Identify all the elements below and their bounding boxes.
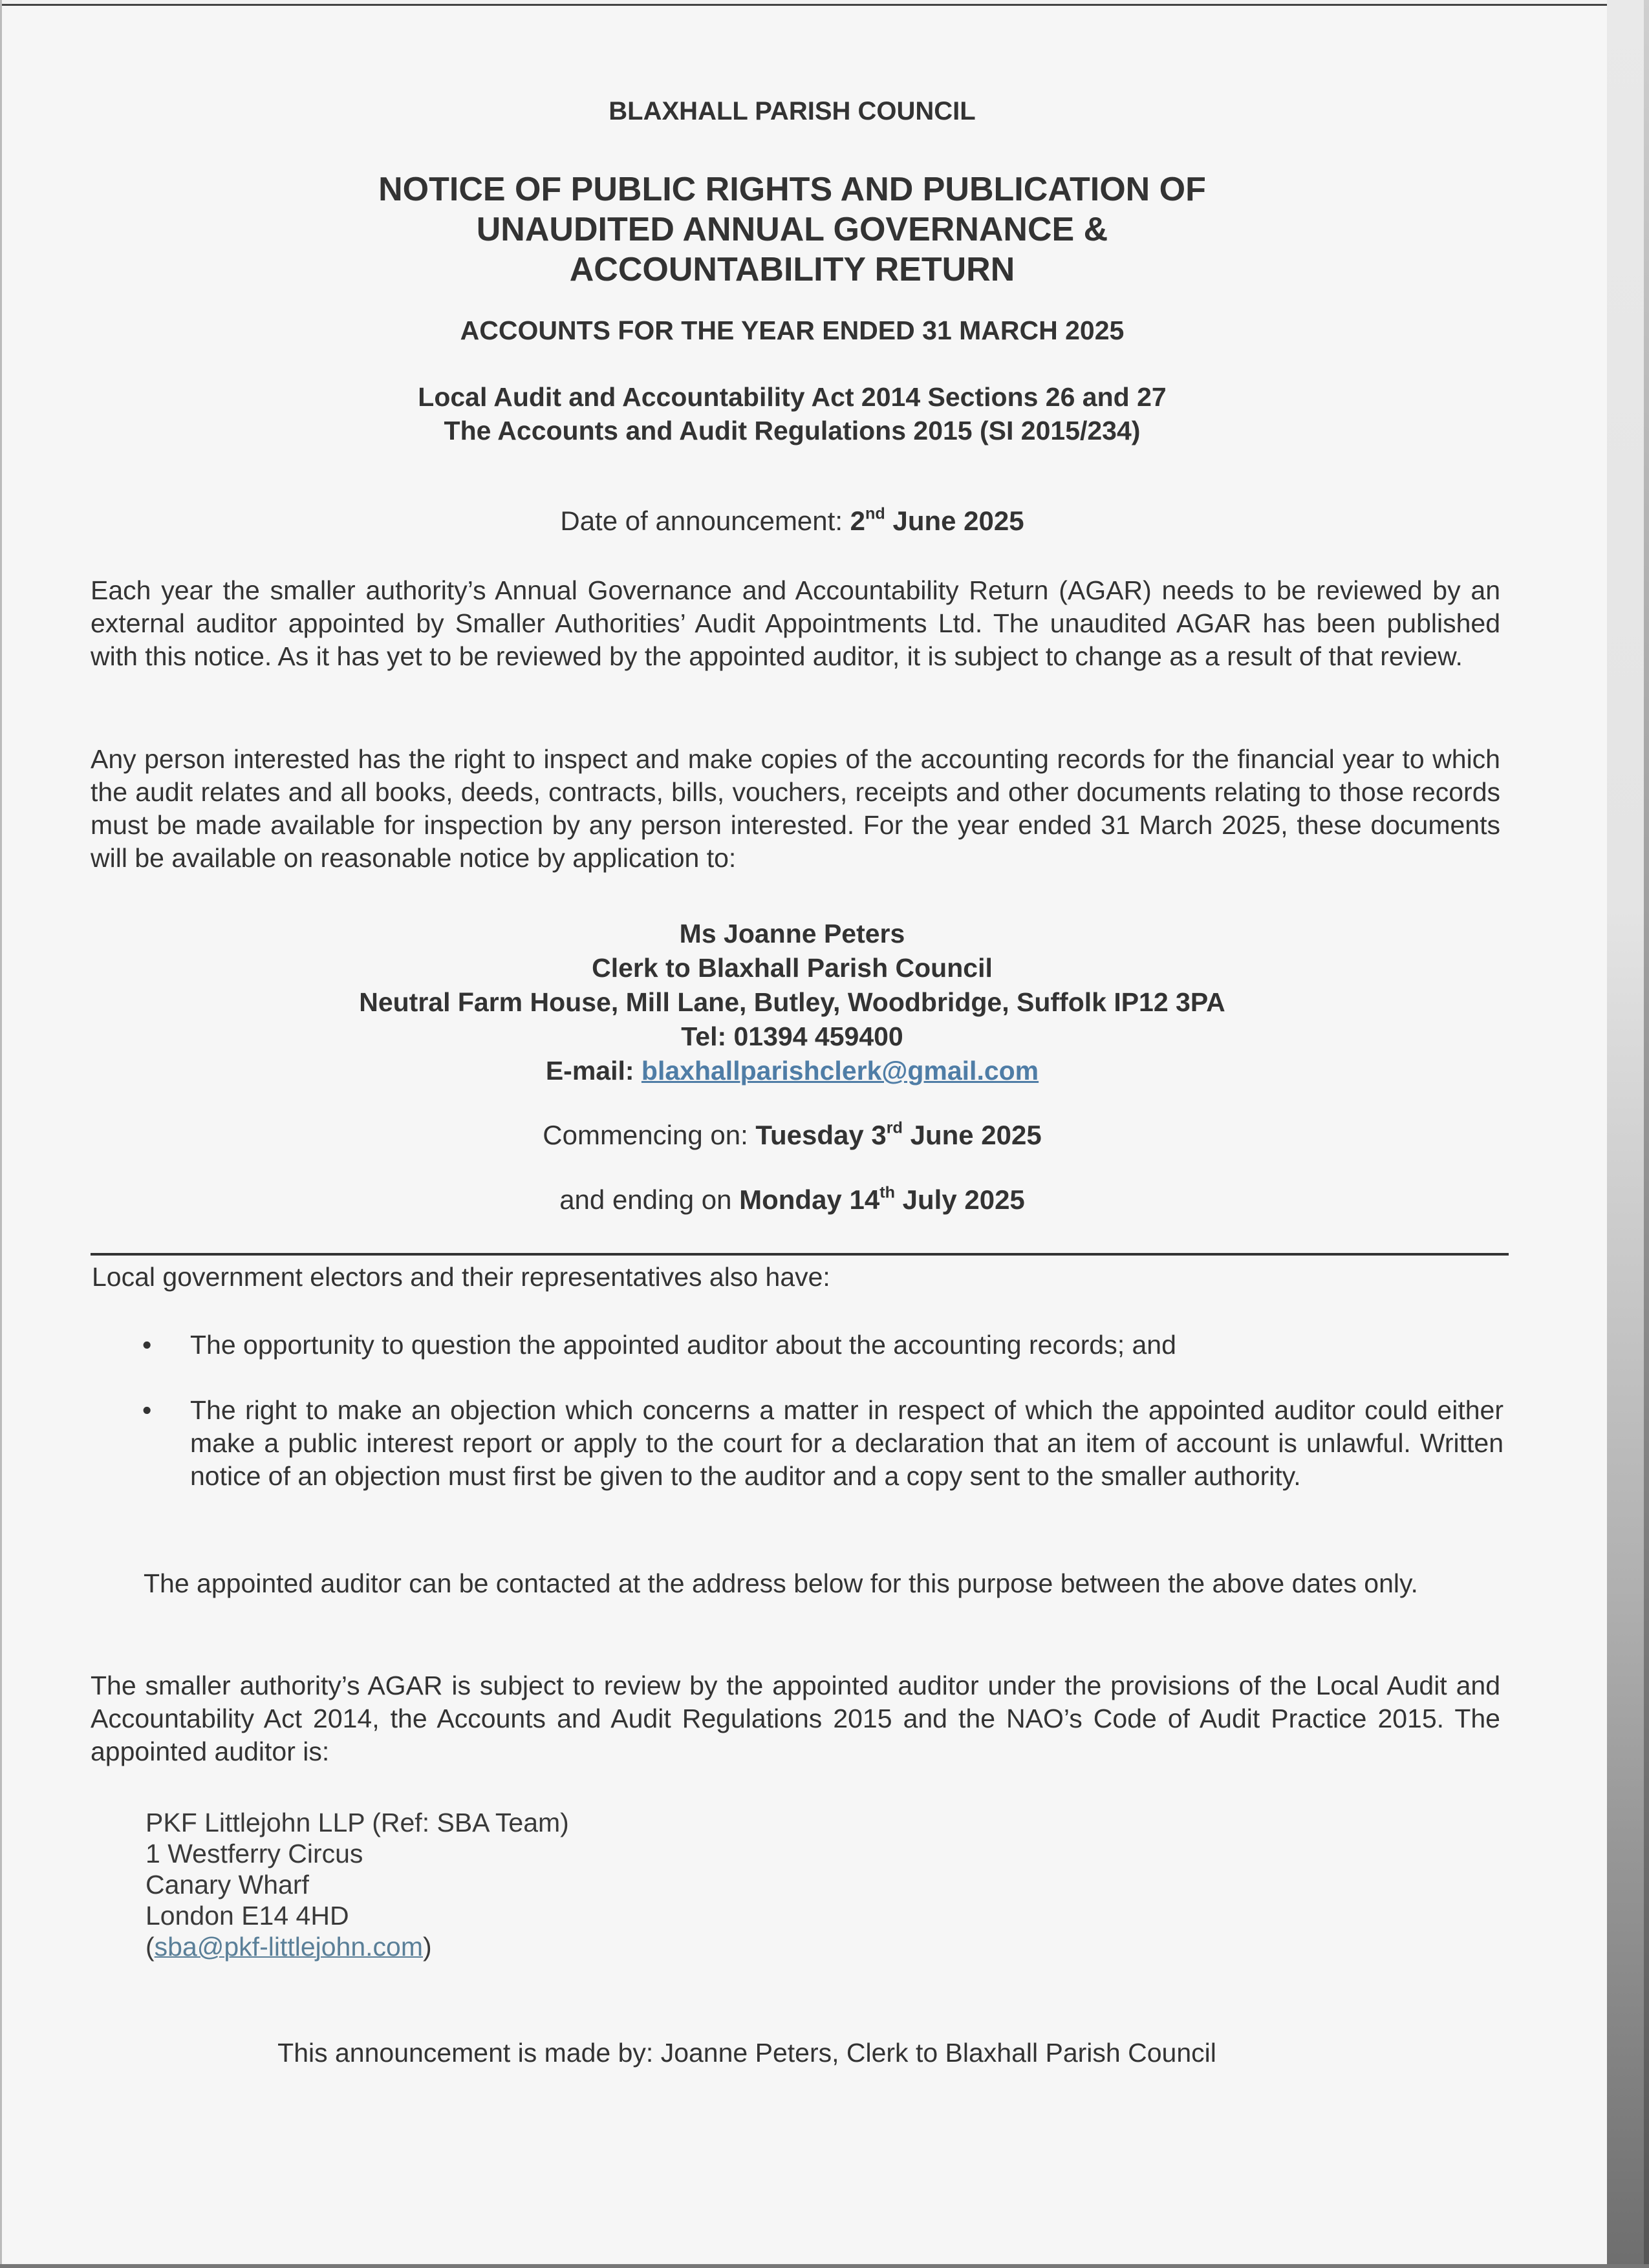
section-divider	[91, 1253, 1509, 1256]
bullet-icon: •	[142, 1330, 152, 1360]
auditor-line: Canary Wharf	[146, 1870, 309, 1899]
ending-month-year: July 2025	[894, 1184, 1025, 1215]
review-statement-paragraph: The smaller authority’s AGAR is subject to review by the appointed auditor under the provisions of the Local Audit and Accountability Act 2014, the Accounts and Audit Regulations 2015 and the NAO’s Code of Audit Practice 2015. The appointed auditor is:	[91, 1671, 1500, 1766]
auditor-contact-note: The appointed auditor can be contacted at the address below for this purpose between the above dates only.	[144, 1568, 1418, 1598]
legislation-line: The Accounts and Audit Regulations 2015 (SI 2015/234)	[444, 416, 1141, 445]
council-name: BLAXHALL PARISH COUNCIL	[609, 97, 976, 125]
paren-open: (	[146, 1932, 155, 1962]
ending-label: and ending on	[559, 1184, 740, 1215]
inspection-end	[0, 1184, 1584, 1215]
inspection-rights-paragraph: Any person interested has the right to inspect and make copies of the accounting records for the financial year to which the audit relates and all books, deeds, contracts, bills, vouchers, receipts and other documents relating to those records must be made available for inspection by any person interested. For the year ended 31 March 2025, these documents will be available on reasonable notice by application to:	[91, 744, 1500, 873]
announcement-day-suffix: nd	[865, 504, 885, 523]
auditor-line: 1 Westferry Circus	[146, 1839, 363, 1868]
announcement-day: 2	[850, 506, 866, 536]
announcement-date	[0, 506, 1584, 537]
clerk-telephone: Tel: 01394 459400	[681, 1022, 903, 1051]
page-bottom-edge	[0, 2264, 1649, 2268]
title-line: UNAUDITED ANNUAL GOVERNANCE &	[476, 211, 1108, 248]
scanner-edge-shadow	[1607, 0, 1649, 2268]
ending-suffix: th	[879, 1183, 895, 1202]
list-item	[142, 1394, 1503, 1493]
clerk-email-row	[0, 1054, 1584, 1088]
clerk-address: Neutral Farm House, Mill Lane, Butley, Woodbridge, Suffolk IP12 3PA	[359, 987, 1225, 1017]
announcement-footer	[0, 2038, 1584, 2068]
auditor-email-row	[146, 1931, 569, 1962]
legislation-references	[0, 380, 1584, 447]
clerk-contact-block	[0, 917, 1584, 1088]
ending-date: Monday 14	[739, 1184, 880, 1215]
announcement-label: Date of announcement:	[560, 506, 850, 536]
auditor-address-block	[146, 1807, 569, 1962]
made-by-text: This announcement is made by: Joanne Peters, Clerk to Blaxhall Parish Council	[277, 2038, 1216, 2068]
agar-review-paragraph: Each year the smaller authority’s Annual Governance and Accountability Return (AGAR) needs to be reviewed by an external auditor appointed by Smaller Authorities’ Audit Appointments Ltd. The unaudited AGAR has been published with this notice. As it has yet to be reviewed by the appointed auditor, it is subject to change as a result of that review.	[91, 575, 1500, 671]
auditor-line: PKF Littlejohn LLP (Ref: SBA Team)	[146, 1808, 569, 1837]
clerk-name: Ms Joanne Peters	[679, 919, 905, 948]
legislation-line: Local Audit and Accountability Act 2014 Sections 26 and 27	[418, 382, 1167, 412]
notice-title	[0, 169, 1584, 290]
clerk-role: Clerk to Blaxhall Parish Council	[592, 953, 993, 983]
electors-intro: Local government electors and their representatives also have:	[92, 1262, 830, 1292]
commencing-date: Tuesday 3	[755, 1120, 887, 1150]
title-line: NOTICE OF PUBLIC RIGHTS AND PUBLICATION OF	[378, 171, 1206, 208]
bullet-icon: •	[142, 1395, 152, 1425]
paren-close: )	[423, 1932, 432, 1962]
auditor-line: London E14 4HD	[146, 1901, 349, 1931]
commencing-month-year: June 2025	[902, 1120, 1042, 1150]
clerk-email-link[interactable]: blaxhallparishclerk@gmail.com	[641, 1056, 1039, 1086]
commencing-suffix: rd	[886, 1118, 903, 1137]
inspection-start	[0, 1120, 1584, 1151]
title-line: ACCOUNTABILITY RETURN	[569, 251, 1015, 288]
email-label: E-mail:	[545, 1056, 641, 1086]
commencing-label: Commencing on:	[543, 1120, 756, 1150]
list-item	[142, 1329, 1503, 1362]
accounts-year-heading: ACCOUNTS FOR THE YEAR ENDED 31 MARCH 2025	[460, 316, 1125, 345]
list-item-text: The opportunity to question the appointed auditor about the accounting records; and	[190, 1330, 1176, 1360]
auditor-email-link[interactable]: sba@pkf-littlejohn.com	[154, 1932, 424, 1962]
announcement-month-year: June 2025	[885, 506, 1024, 536]
list-item-text: The right to make an objection which concerns a matter in respect of which the appointed auditor could either make a public interest report or apply to the court for a declaration that an item of account is unlawful. Written notice of an objection must first be given to the auditor and a copy sent to the smaller authority.	[190, 1395, 1503, 1491]
electors-rights-list	[142, 1329, 1503, 1525]
